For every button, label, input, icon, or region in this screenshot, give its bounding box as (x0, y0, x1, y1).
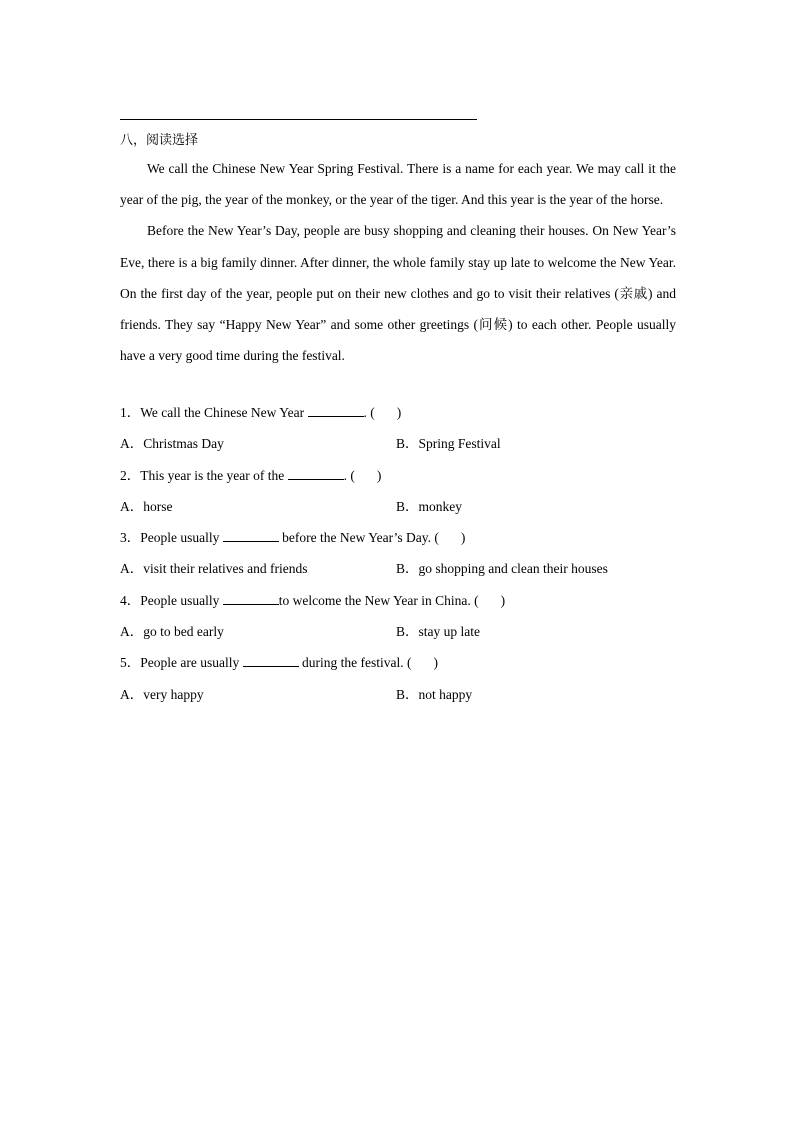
question-number: 3． (120, 530, 141, 546)
option-b[interactable]: B．not happy (396, 686, 473, 702)
reading-passage (120, 153, 676, 371)
question-text-before: This year is the year of the (140, 467, 288, 483)
answer-blank[interactable] (308, 404, 364, 417)
question-4 (120, 591, 680, 622)
options-1 (120, 434, 680, 465)
question-text-after: . ( (363, 405, 375, 420)
question-text-after: . ( (343, 467, 355, 483)
answer-blank[interactable] (223, 592, 279, 605)
question-number: 5． (120, 655, 141, 671)
header-rule (120, 119, 477, 120)
question-text-before: We call the Chinese New Year (140, 405, 308, 420)
options-3 (120, 559, 680, 590)
question-text-before: People usually (140, 530, 223, 546)
option-a[interactable]: A．visit their relatives and friends (120, 561, 308, 577)
answer-blank[interactable] (223, 529, 279, 542)
question-number: 1． (120, 405, 141, 420)
option-b[interactable]: B．stay up late (396, 624, 480, 640)
question-number: 4． (120, 592, 141, 608)
option-a[interactable]: A．very happy (120, 686, 204, 702)
question-2 (120, 466, 680, 497)
passage-paragraph-2: Before the New Year’s Day, people are busy shopping and cleaning their houses. On New Year’s Eve, there is a big family dinner. After dinner, the whole family stay up late to welcome the New Year. On the first day of the year, people put on their new clothes and go to visit their relatives (亲戚) and friends. They say “Happy New Year” and some other greetings (问候) to each other. People usually have a very good time during the festival. (120, 223, 676, 364)
question-paren-close: ) (500, 592, 506, 608)
question-3 (120, 528, 680, 559)
question-5 (120, 653, 680, 684)
question-paren-close: ) (376, 467, 382, 483)
question-text-before: People are usually (140, 655, 243, 671)
option-b[interactable]: B．Spring Festival (396, 436, 501, 452)
options-4 (120, 622, 680, 653)
question-paren-close: ) (396, 405, 402, 420)
option-a[interactable]: A．go to bed early (120, 624, 224, 640)
option-a[interactable]: A．horse (120, 498, 173, 514)
passage-paragraph-1: We call the Chinese New Year Spring Festival. There is a name for each year. We may call it the year of the pig, the year of the monkey, or the year of the tiger. And this year is the year of the horse. (120, 161, 676, 208)
question-text-before: People usually (140, 592, 223, 608)
options-5 (120, 685, 680, 716)
question-paren-close: ) (460, 530, 466, 546)
question-1 (120, 403, 680, 434)
option-b[interactable]: B．go shopping and clean their houses (396, 561, 608, 577)
question-paren-close: ) (433, 655, 438, 671)
options-2 (120, 497, 680, 528)
section-title: 八，阅读选择 (120, 133, 199, 148)
question-text-after: before the New Year’s Day. ( (278, 530, 439, 546)
answer-blank[interactable] (288, 467, 344, 480)
question-list (120, 403, 680, 716)
question-number: 2． (120, 467, 141, 483)
answer-blank[interactable] (243, 654, 299, 667)
option-a[interactable]: A．Christmas Day (120, 436, 224, 452)
question-text-after: during the festival. ( (298, 655, 412, 671)
option-b[interactable]: B．monkey (396, 498, 462, 514)
question-text-after: to welcome the New Year in China. ( (278, 592, 479, 608)
